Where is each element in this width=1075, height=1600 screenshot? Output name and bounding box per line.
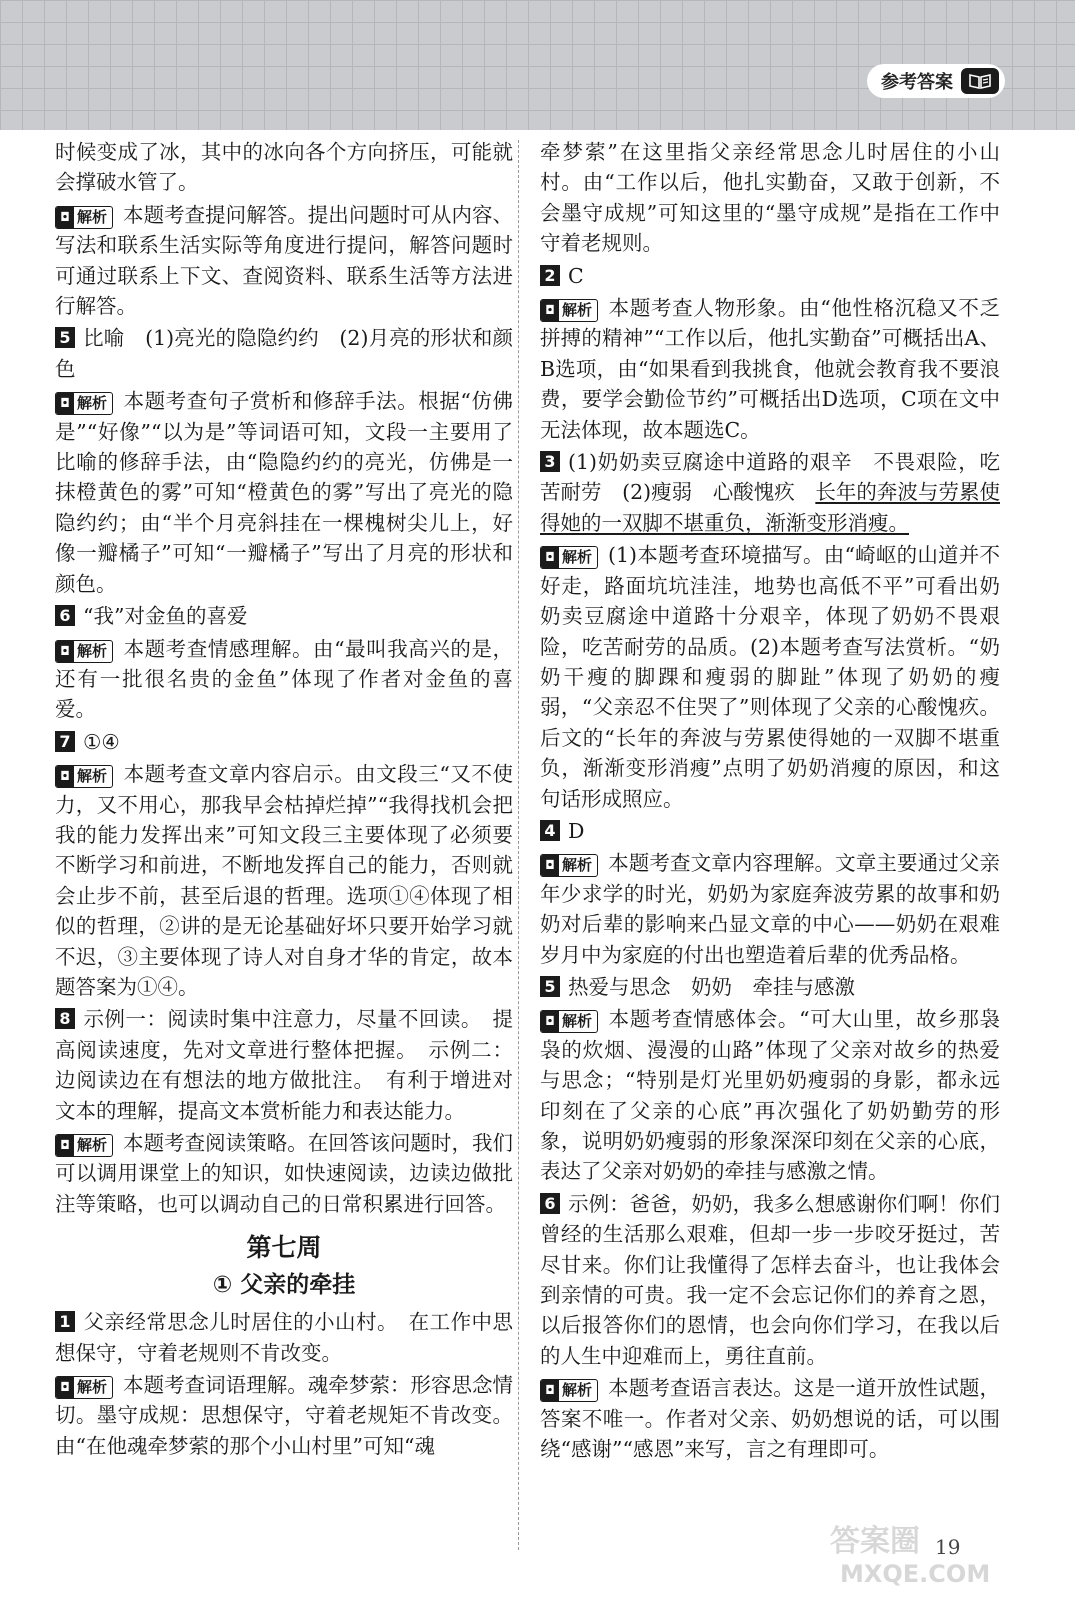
- analysis-block: ◘ 解析 本题考查语言表达。这是一道开放性试题，答案不唯一。作者对父亲、奶奶想说的话，可以围绕“感谢”“感恩”来写，言之有理即可。: [540, 1376, 1000, 1462]
- underlined-answer: 长年的奔波与劳累使得她的一双脚不堪重负，渐渐变形消瘦。: [540, 480, 1001, 535]
- analysis-mark-icon: ◘: [541, 300, 559, 321]
- analysis-block: ◘ 解析 本题考查提问解答。提出问题时可从内容、写法和联系生活实际等角度进行提问，解答问题时可通过联系上下文、查阅资料、联系生活等方法进行解答。: [55, 202, 513, 319]
- analysis-mark-icon: ◘: [541, 1011, 559, 1032]
- analysis-tag: ◘ 解析: [55, 1134, 113, 1157]
- analysis-block: ◘ 解析 本题考查情感体会。“可大山里，故乡那袅袅的炊烟、漫漫的山路”体现了父亲对故乡的热爱与思念；“特别是灯光里奶奶瘦弱的身影，都永远印刻在了父亲的心底”再次强化了奶奶勤劳的形象，说明奶奶瘦弱的形象深深印刻在父亲的心底，表达了父亲对奶奶的牵挂与感激之情。: [540, 1007, 1000, 1184]
- analysis-block: ◘ 解析 本题考查阅读策略。在回答该问题时，我们可以调用课堂上的知识，如快速阅读，边读边做批注等策略，也可以调动自己的日常积累进行回答。: [55, 1131, 513, 1216]
- analysis-tag: ◘ 解析: [55, 765, 113, 788]
- analysis-tag: ◘ 解析: [55, 392, 113, 415]
- analysis-tag: ◘ 解析: [540, 1379, 598, 1402]
- analysis-mark-icon: ◘: [541, 855, 559, 876]
- analysis-tag: ◘ 解析: [540, 854, 598, 877]
- analysis-mark-icon: ◘: [56, 641, 74, 662]
- book-icon: [961, 68, 999, 94]
- watermark-url: MXQE.COM: [840, 1560, 991, 1588]
- analysis-mark-icon: ◘: [56, 393, 74, 414]
- page-number: 19: [935, 1535, 961, 1559]
- analysis-mark-icon: ◘: [56, 1135, 74, 1156]
- column-divider: [518, 140, 519, 1550]
- answer-item: 6 示例：爸爸，奶奶，我多么想感谢你们啊！你们曾经的生活那么艰难，但却一步一步咬牙挺过，苦尽甘来。你们让我懂得了怎样去奋斗，也让我体会到亲情的可贵。我一定不会忘记你们的养育之恩，以后报答你们的恩情，也会向你们学习，在我以后的人生中迎难而上，勇往直前。: [540, 1191, 1000, 1368]
- analysis-tag: ◘ 解析: [55, 206, 113, 229]
- analysis-tag: ◘ 解析: [540, 299, 598, 322]
- answer-item: 3 (1)奶奶卖豆腐途中道路的艰辛 不畏艰险，吃苦耐劳 (2)瘦弱 心酸愧疚 长年的奔波与劳累使得她的一双脚不堪重负，渐渐变形消瘦。: [540, 450, 1001, 535]
- analysis-tag: ◘ 解析: [55, 640, 113, 663]
- analysis-mark-icon: ◘: [541, 547, 559, 568]
- continued-text: 牵梦萦”在这里指父亲经常思念儿时居住的小山村。由“工作以后，他扎实勤奋，又敢于创新，不会墨守成规”可知这里的“墨守成规”是指在工作中守着老规则。: [540, 140, 1000, 256]
- analysis-block: ◘ 解析 本题考查情感理解。由“最叫我高兴的是，还有一批很名贵的金鱼”体现了作者对金鱼的喜爱。: [55, 636, 513, 722]
- left-column: [55, 137, 513, 1463]
- analysis-block: ◘ 解析 本题考查词语理解。魂牵梦萦：形容思念情切。墨守成规：思想保守，守着老规矩不肯改变。由“在他魂牵梦萦的那个小山村里”可知“魂: [55, 1373, 513, 1458]
- answer-item: 7 ①④: [55, 727, 513, 757]
- analysis-mark-icon: ◘: [56, 207, 74, 228]
- page-header: [0, 0, 1075, 130]
- analysis-tag: ◘ 解析: [55, 1376, 113, 1399]
- watermark: 答案圈: [830, 1524, 920, 1559]
- answer-item: 8 示例一：阅读时集中注意力，尽量不回读。 提高阅读速度，先对文章进行整体把握。 示例二：边阅读边在有想法的地方做批注。 有利于增进对文本的理解，提高文本赏析能力和表达能力。: [55, 1007, 513, 1123]
- analysis-block: ◘ 解析 本题考查文章内容理解。文章主要通过父亲年少求学的时光，奶奶为家庭奔波劳累的故事和奶奶对后辈的影响来凸显文章的中心——奶奶在艰难岁月中为家庭的付出也塑造着后辈的优秀品格。: [540, 851, 1000, 967]
- answer-item: 5 比喻 (1)亮光的隐隐约约 (2)月亮的形状和颜色: [55, 326, 513, 381]
- analysis-mark-icon: ◘: [541, 1380, 559, 1401]
- analysis-block: ◘ 解析 本题考查人物形象。由“他性格沉稳又不乏拼搏的精神”“工作以后，他扎实勤奋”可概括出A、B选项，由“如果看到我挑食，他就会教育我不要浪费，要学会勤俭节约”可概括出D选项，C项在文中无法体现，故本题选C。: [540, 296, 1000, 442]
- answer-key-badge: [867, 64, 1005, 98]
- answer-item: 2 C: [540, 261, 1000, 291]
- badge-label: 参考答案: [881, 72, 953, 93]
- answer-item: 5 热爱与思念 奶奶 牵挂与感激: [540, 972, 1000, 1002]
- analysis-block: ◘ 解析 本题考查句子赏析和修辞手法。根据“仿佛是”“好像”“以为是”等词语可知，文段一主要用了比喻的修辞手法，由“隐隐约约的亮光，仿佛是一抹橙黄色的雾”可知“橙黄色的雾”写出了亮光的隐隐约约；由“半个月亮斜挂在一棵槐树尖儿上，好像一瓣橘子”可知“一瓣橘子”写出了月亮的形状和颜色。: [55, 389, 513, 596]
- right-column: [540, 137, 1000, 1466]
- answer-item: 4 D: [540, 816, 1000, 846]
- lesson-title: ① 父亲的牵挂: [212, 1272, 356, 1299]
- answer-item: 1 父亲经常思念儿时居住的小山村。 在工作中思想保守，守着老规则不肯改变。: [55, 1310, 513, 1365]
- continued-text: 时候变成了冰，其中的冰向各个方向挤压，可能就会撑破水管了。: [55, 140, 513, 195]
- analysis-tag: ◘ 解析: [540, 1010, 598, 1033]
- week-title: 第七周: [246, 1233, 322, 1263]
- analysis-block: ◘ 解析 本题考查文章内容启示。由文段三“又不使力，又不用心，那我早会枯掉烂掉”“我得找机会把我的能力发挥出来”可知文段三主要体现了必须要不断学习和前进，不断地发挥自己的能力，否则就会止步不前，甚至后退的哲理。选项①④体现了相似的哲理，②讲的是无论基础好坏只要开始学习就不迟，③主要体现了诗人对自身才华的肯定，故本题答案为①④。: [55, 762, 513, 999]
- analysis-mark-icon: ◘: [56, 1377, 74, 1398]
- analysis-mark-icon: ◘: [56, 766, 74, 787]
- analysis-tag: ◘ 解析: [540, 546, 598, 569]
- analysis-block: ◘ 解析 (1)本题考查环境描写。由“崎岖的山道并不好走，路面坑坑洼洼，地势也高低不平”可看出奶奶卖豆腐途中道路十分艰辛，体现了奶奶不畏艰险，吃苦耐劳的品质。(2)本题考查写法赏析。“奶奶干瘦的脚踝和瘦弱的脚趾”体现了奶奶的瘦弱，“父亲忍不住哭了”则体现了父亲的心酸愧疚。后文的“长年的奔波与劳累使得她的一双脚不堪重负，渐渐变形消瘦”点明了奶奶消瘦的原因，和这句话形成照应。: [540, 543, 1000, 811]
- answer-item: 6 “我”对金鱼的喜爱: [55, 601, 513, 631]
